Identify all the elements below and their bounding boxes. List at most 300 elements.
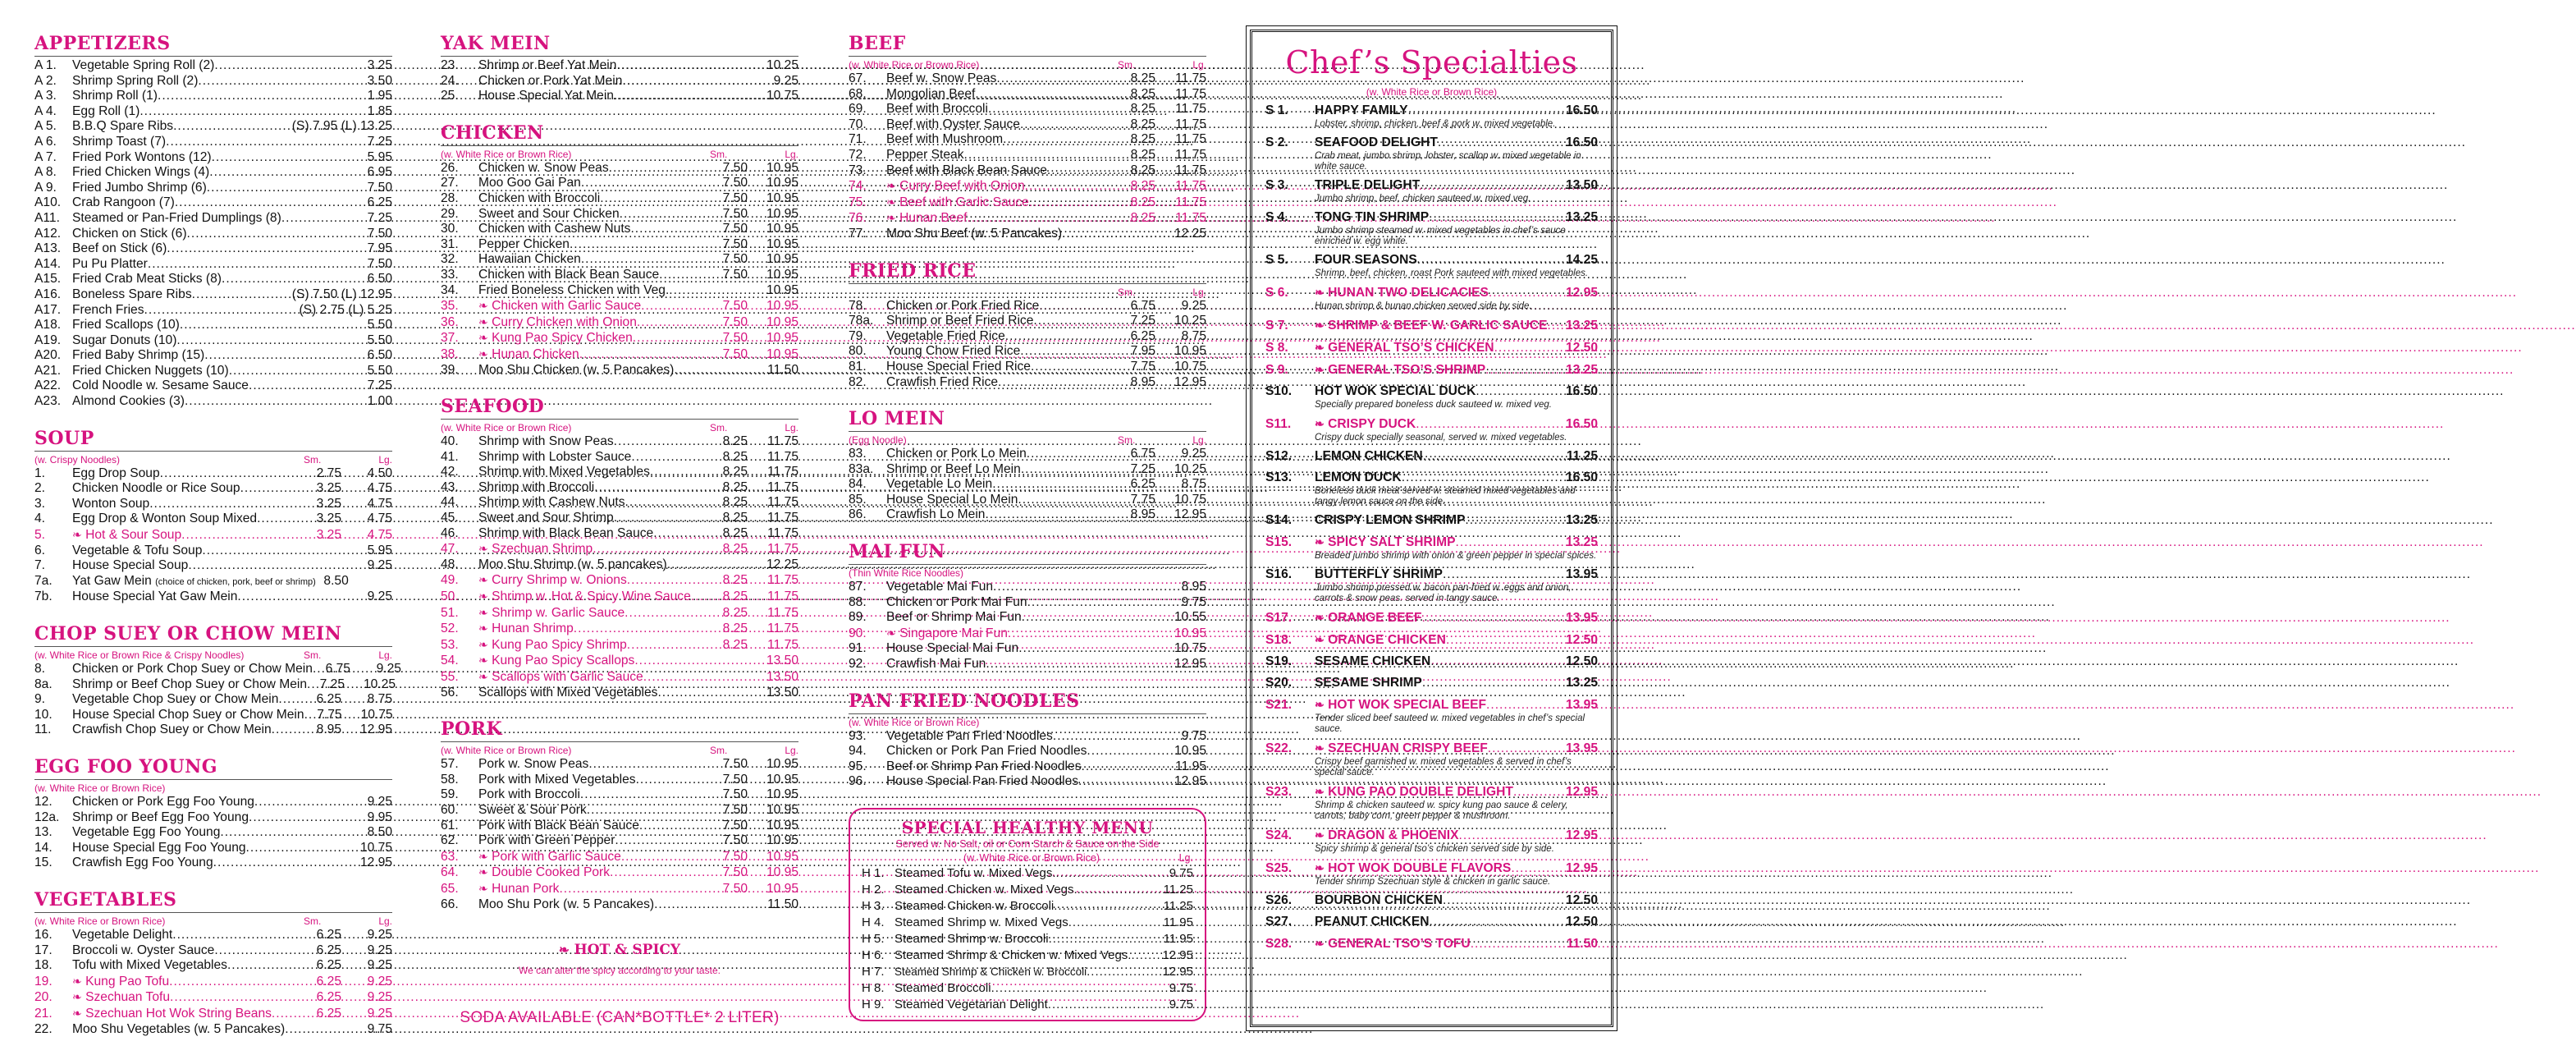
section-note: (w. White Rice or Brown Rice): [849, 59, 980, 71]
item-name-text: Shrimp with Broccoli: [478, 479, 595, 494]
leaf-icon: ❧: [478, 542, 488, 556]
dot-leader: [1485, 362, 1566, 378]
leaf-icon: ❧: [1315, 363, 1325, 376]
menu-item: [441, 434, 798, 450]
dot-leader: [172, 928, 309, 943]
dot-leader: [202, 544, 359, 559]
item-price-large: 12.95: [1174, 507, 1206, 522]
menu-item: [34, 1022, 392, 1038]
item-number: 5.: [34, 528, 46, 543]
item-name: [478, 653, 634, 669]
menu-item: [849, 595, 1206, 611]
item-name: [478, 176, 581, 191]
item-price-large: 10.25: [1174, 314, 1206, 328]
item-price: 5.95: [367, 149, 392, 164]
item-price-large: 10.95: [766, 314, 798, 329]
item-number: 66.: [441, 897, 459, 911]
chef-item: [1265, 914, 1598, 930]
dot-leader: [1420, 177, 1566, 194]
item-name: [478, 803, 587, 819]
small-header: Sm.: [1118, 434, 1136, 447]
item-price-large: 10.95: [766, 833, 798, 848]
item-number: 2.: [34, 481, 46, 496]
menu-item: [34, 544, 392, 559]
item-name: [895, 915, 1068, 931]
dot-leader: [634, 654, 766, 669]
dot-leader: [967, 211, 1123, 227]
dot-leader: [1459, 828, 1566, 844]
item-number: 92.: [849, 657, 867, 672]
item-price: 16.50: [1565, 470, 1598, 484]
item-price-large: 11.75: [767, 542, 798, 557]
section-appetizers: [34, 33, 392, 410]
dot-leader: [992, 477, 1123, 493]
menu-item: [34, 855, 392, 871]
item-price-small: 8.95: [1130, 507, 1155, 522]
menu-item: [441, 314, 798, 331]
item-price-small: 6.25: [316, 943, 341, 957]
item-name: [1315, 361, 1485, 378]
chef-item: [1265, 860, 1598, 888]
item-name: [72, 511, 257, 527]
menu-item: [34, 841, 392, 856]
item-description: Boneless duck meat served w. steamed mixed vegetables and tangy lemon sauce on the side.: [1315, 486, 1576, 507]
item-name: [478, 363, 674, 378]
item-name: [478, 434, 614, 450]
section-note: (w. White Rice or Brown Rice): [34, 915, 166, 927]
item-price-small: 7.25: [1130, 461, 1155, 476]
item-name: [478, 237, 570, 253]
menu-item: [849, 132, 1206, 148]
item-number: 46.: [441, 525, 459, 540]
item-name: [72, 544, 202, 559]
chef-item-line: [1265, 935, 1598, 952]
menu-item: [441, 480, 798, 496]
dot-leader: [985, 507, 1123, 523]
item-price-small: 7.50: [722, 802, 748, 817]
item-price-small: 7.25: [1130, 314, 1155, 328]
dot-leader: [641, 299, 715, 314]
menu-item: [34, 958, 392, 974]
item-number: 45.: [441, 511, 459, 525]
dot-leader: [581, 176, 715, 191]
section-note: (w. White Rice or Brown Rice): [849, 716, 980, 728]
dot-leader: [1027, 595, 1174, 611]
chef-item: [1265, 209, 1598, 247]
dot-leader: [1489, 285, 1566, 301]
item-name: [478, 621, 574, 637]
item-name-text: Pork with Broccoli: [478, 787, 580, 802]
item-name-text: Shrimp Toast (7): [72, 134, 167, 149]
dot-leader: [1018, 493, 1123, 508]
item-price: 5.50: [367, 333, 392, 347]
item-name-text: ORANGE CHICKEN: [1328, 633, 1446, 647]
menu-item: [849, 610, 1206, 626]
item-number: 67.: [849, 71, 867, 85]
item-price-small: 8.25: [1130, 71, 1155, 85]
item-name-text: Chicken or Pork Pan Fried Noodles: [886, 744, 1087, 759]
item-number: A15.: [34, 272, 62, 287]
item-name: [886, 132, 1003, 148]
menu-item: [849, 759, 1206, 775]
dot-leader: [650, 465, 715, 480]
menu-item: [441, 526, 798, 542]
leaf-icon: ❧: [1315, 611, 1325, 624]
dot-leader: [593, 542, 715, 557]
item-name-text: Shrimp with Lobster Sauce: [478, 449, 632, 464]
dot-leader: [1082, 759, 1174, 775]
menu-item: [441, 330, 798, 346]
leaf-icon: ❧: [886, 211, 896, 225]
dot-leader: [1027, 447, 1123, 462]
item-number: 84.: [849, 477, 867, 492]
menu-item: [441, 346, 798, 363]
menu-item: [849, 227, 1206, 242]
item-name-text: Crawfish Chop Suey or Chow Mein: [72, 722, 272, 737]
item-name-text: House Special Egg Foo Young: [72, 840, 246, 855]
item-price-small: 7.50: [722, 236, 748, 251]
item-number: A 2.: [34, 73, 57, 88]
section-subhead: [849, 286, 1206, 299]
item-name-text: Fried Baby Shrimp (15): [72, 348, 205, 363]
menu-item: [34, 227, 392, 242]
item-number: 91.: [849, 641, 867, 656]
item-name-text: Crab Rangoon (7): [72, 195, 175, 210]
item-name: [1315, 534, 1456, 551]
item-price: 6.95: [367, 165, 392, 180]
item-price-large: 11.75: [767, 449, 798, 464]
chef-item-line: [1265, 631, 1598, 649]
item-name: [478, 207, 620, 222]
chef-item: [1265, 783, 1598, 822]
dot-leader: [1020, 344, 1123, 360]
item-name: [478, 881, 559, 897]
item-description: Tender shrimp Szechuan style & chicken in garlic sauce.: [1315, 877, 1551, 887]
item-number: 63.: [441, 849, 459, 864]
chef-item: [1265, 740, 1598, 778]
item-name-text: GENERAL TSO’S SHRIMP: [1328, 363, 1486, 377]
small-header: Sm.: [304, 453, 322, 466]
item-name: [72, 574, 316, 590]
dot-leader: [1068, 915, 1160, 931]
menu-item: [849, 163, 1206, 179]
item-number: S20.: [1265, 676, 1293, 690]
item-name-text: Chicken or Pork Yat Mein: [478, 73, 623, 88]
item-name-text: FOUR SEASONS: [1315, 253, 1417, 267]
item-name-text: Pork with Green Pepper: [478, 833, 615, 848]
hot-spicy-label: HOT & SPICY: [574, 942, 681, 959]
item-name-text: Shrimp or Beef Fried Rice: [886, 314, 1034, 328]
item-name: [72, 958, 227, 974]
item-price: 11.95: [1163, 932, 1193, 946]
item-price: 16.50: [1565, 384, 1598, 398]
chef-item: [1265, 470, 1598, 507]
item-name-text: Broccoli w. Oyster Sauce: [72, 943, 215, 957]
item-number: 1.: [34, 466, 46, 480]
menu-item: [34, 257, 392, 273]
dot-leader: [175, 195, 359, 211]
item-price: 13.50: [766, 670, 798, 684]
dot-leader: [148, 257, 359, 273]
item-number: 64.: [441, 865, 459, 880]
item-name-text: SESAME SHRIMP: [1315, 676, 1422, 690]
item-price: 9.25: [773, 73, 798, 88]
item-price-small: 8.25: [722, 589, 748, 604]
item-number: 54.: [441, 654, 459, 668]
item-name-text: Szechuan Hot Wok String Beans: [85, 1006, 272, 1021]
dot-leader: [1053, 729, 1174, 745]
section-subhead: [34, 915, 392, 928]
item-price: 9.75: [1169, 998, 1193, 1011]
item-price: 13.25: [1565, 513, 1598, 527]
item-number: 24.: [441, 73, 459, 88]
item-name: [886, 462, 1021, 478]
chef-item-line: [1265, 696, 1598, 713]
item-price: 7.25: [367, 210, 392, 225]
item-name-text: Kung Pao Spicy Shrimp: [492, 637, 627, 652]
item-price-large: 9.25: [367, 974, 392, 988]
item-name: [72, 481, 240, 497]
item-price: 12.50: [1565, 893, 1598, 907]
section-title: APPETIZERS: [34, 33, 392, 57]
item-number: 52.: [441, 622, 459, 636]
item-name: [72, 241, 167, 257]
item-name: [1315, 609, 1421, 626]
item-name-text: GENERAL TSO’S TOFU: [1328, 937, 1471, 951]
menu-item: [441, 495, 798, 511]
item-name-text: Shrimp with Mixed Vegetables: [478, 465, 650, 479]
chef-item: [1265, 566, 1598, 604]
dot-leader: [639, 819, 715, 834]
dot-leader: [1020, 117, 1123, 133]
item-price-large: 10.95: [766, 160, 798, 175]
item-name-text: Steamed Chicken w. Broccoli: [895, 899, 1055, 913]
dot-leader: [636, 773, 715, 788]
item-name: [72, 119, 173, 135]
item-name: [72, 58, 214, 74]
item-price-small: 6.25: [316, 974, 341, 988]
item-name-text: SPICY SALT SHRIMP: [1328, 535, 1456, 549]
menu-item: [849, 744, 1206, 759]
item-number: 43.: [441, 479, 459, 494]
item-price-large: 11.75: [1175, 147, 1206, 162]
hot-spicy-title: [441, 942, 798, 958]
item-description: Jumbo shrimp pressed w. bacon pan-fried w. eggs and onion, carrots & snow peas. served in tangy sauce.: [1315, 583, 1572, 603]
item-name-text: Chicken with Garlic Sauce: [492, 299, 642, 314]
item-price-small: 8.25: [1130, 211, 1155, 226]
menu-item: [34, 825, 392, 841]
item-name: [72, 135, 166, 150]
menu-item: [849, 447, 1206, 462]
item-price-small: 6.25: [316, 990, 341, 1005]
dot-leader: [209, 165, 359, 181]
item-name-text: Steamed Shrimp w. Mixed Vegs: [895, 915, 1068, 929]
menu-item: [441, 773, 798, 788]
dot-leader: [621, 850, 715, 865]
item-name: [478, 686, 657, 701]
item-name: [72, 165, 209, 181]
item-name: [886, 71, 996, 87]
item-name-text: Kung Pao Spicy Chicken: [492, 331, 633, 346]
section-title: PAN FRIED NOODLES: [849, 690, 1206, 714]
item-price-small: 8.25: [722, 465, 748, 479]
item-number: 12a.: [34, 810, 60, 824]
chef-items: [1265, 103, 1598, 952]
item-price-small: 7.75: [1130, 492, 1155, 507]
chef-item-line: [1265, 512, 1598, 529]
item-price-large: 11.75: [1175, 163, 1206, 177]
leaf-icon: ❧: [478, 670, 488, 683]
menu-item: [862, 997, 1193, 1013]
healthy-subtitle: Served w. No Salt, oil or Corn Starch & Sauce on the Side: [895, 838, 1160, 850]
chef-item-line: [1265, 675, 1598, 691]
item-price-large: 12.95: [1174, 374, 1206, 389]
item-number: 93.: [849, 728, 867, 743]
menu-item: [849, 729, 1206, 745]
item-name: [886, 117, 1020, 133]
item-number: H 6.: [862, 948, 885, 962]
item-number: 38.: [441, 346, 459, 361]
item-price: 14.25: [1565, 253, 1598, 267]
menu-item: [34, 287, 392, 303]
menu-item: [441, 176, 798, 191]
item-name-text: Chicken or Pork Chop Suey or Chow Mein: [72, 662, 313, 676]
item-price: 6.50: [367, 348, 392, 363]
leaf-icon: ❧: [886, 195, 896, 209]
item-name-text: Curry Shrimp w. Onions: [492, 573, 627, 588]
item-number: 69.: [849, 102, 867, 117]
chef-item-line: [1265, 827, 1598, 844]
dot-leader: [1488, 741, 1566, 757]
item-price: 3.50: [367, 73, 392, 88]
item-name: [72, 677, 307, 693]
dot-leader: [594, 480, 715, 496]
item-price-small: 8.25: [1130, 195, 1155, 209]
item-number: 6.: [34, 543, 46, 557]
section-title: BEEF: [849, 33, 1206, 57]
item-price: 11.95: [1163, 915, 1193, 929]
item-name-text: Wonton Soup: [72, 496, 150, 511]
item-name: [1315, 415, 1416, 433]
item-name: [72, 348, 204, 364]
dot-leader: [614, 511, 715, 526]
section-note: (Egg Noodle): [849, 434, 907, 447]
menu-item: [849, 477, 1206, 493]
dot-leader: [1021, 462, 1123, 478]
section-beef: [849, 33, 1206, 242]
item-number: 10.: [34, 707, 53, 722]
leaf-icon: ❧: [1315, 417, 1325, 430]
item-name-text: Chicken or Pork Fried Rice: [886, 298, 1040, 313]
menu-item: [862, 964, 1193, 980]
item-name-text: Vegetable Delight: [72, 927, 173, 942]
item-price-small: 7.50: [722, 299, 748, 314]
section-title: EGG FOO YOUNG: [34, 756, 392, 780]
item-number: 55.: [441, 670, 459, 684]
item-price-large: 9.25: [367, 958, 392, 973]
item-number: 62.: [441, 833, 459, 848]
item-description: Lobster, shrimp, chicken, beef & pork w. mixed vegetable.: [1315, 119, 1556, 129]
item-price-small: 8.25: [1130, 117, 1155, 131]
item-price-large: 11.75: [767, 637, 798, 652]
dot-leader: [1429, 209, 1566, 226]
item-number: H 8.: [862, 981, 885, 995]
chef-item-line: [1265, 177, 1598, 194]
section-note: (w. White Rice or Brown Rice): [441, 422, 572, 434]
leaf-icon: ❧: [478, 881, 488, 895]
item-price-large: 10.95: [766, 236, 798, 251]
dot-leader: [615, 833, 715, 849]
item-number: 17.: [34, 943, 53, 957]
item-price-small: 7.50: [722, 314, 748, 329]
dot-leader: [1456, 534, 1566, 551]
chef-item-line: [1265, 609, 1598, 626]
item-price: 7.50: [367, 180, 392, 195]
item-name-text: Curry Beef with Onion: [899, 179, 1025, 194]
item-number: 77.: [849, 226, 867, 241]
item-number: S11.: [1265, 417, 1292, 431]
dot-leader: [1422, 675, 1566, 691]
dot-leader: [1029, 195, 1123, 211]
dot-leader: [570, 237, 715, 253]
menu-item: [862, 882, 1193, 898]
item-name-text: Chicken w. Snow Peas: [478, 160, 609, 175]
leaf-icon: ❧: [72, 990, 82, 1004]
item-name: [1315, 209, 1429, 226]
chef-item-line: [1265, 448, 1598, 465]
item-name: [886, 657, 986, 672]
item-name-text: Beef with Oyster Sauce: [886, 117, 1020, 131]
item-price-small: 6.75: [325, 662, 350, 676]
item-number: 15.: [34, 855, 53, 870]
item-name: [1315, 317, 1548, 334]
item-price: 7.95: [367, 241, 392, 256]
leaf-icon: ❧: [478, 865, 488, 879]
item-name-text: Curry Chicken with Onion: [492, 314, 637, 329]
item-number: 14.: [34, 840, 53, 855]
item-number: 60.: [441, 802, 459, 817]
item-price-large: 10.95: [766, 222, 798, 236]
item-number: 83.: [849, 447, 867, 461]
item-name: [1315, 631, 1446, 649]
item-price: 10.95: [1174, 626, 1206, 640]
chef-item-line: [1265, 654, 1598, 670]
item-name-text: PEANUT CHICKEN: [1315, 915, 1430, 929]
item-price-small: 7.50: [722, 865, 748, 880]
menu-item: [849, 102, 1206, 117]
item-name: [478, 589, 691, 605]
item-number: 35.: [441, 299, 459, 314]
item-name: [72, 287, 192, 303]
item-price-small: 8.25: [1130, 132, 1155, 147]
item-number: H 7.: [862, 965, 885, 979]
healthy-title: SPECIAL HEALTHY MENU: [901, 818, 1154, 837]
item-name: [72, 104, 140, 120]
item-name: [72, 497, 149, 512]
item-name-text: Vegetable & Tofu Soup: [72, 543, 203, 557]
dot-leader: [1005, 329, 1123, 345]
menu-item: [441, 881, 798, 897]
dot-leader: [1048, 997, 1160, 1013]
dot-leader: [204, 348, 359, 364]
item-name: [886, 102, 988, 117]
item-name-text: Pork w. Snow Peas: [478, 757, 589, 772]
item-name: [886, 477, 992, 493]
item-price-large: 8.75: [1181, 328, 1206, 343]
item-number: A 3.: [34, 89, 57, 103]
chef-item: [1265, 177, 1598, 204]
item-price-large: 11.75: [767, 605, 798, 620]
